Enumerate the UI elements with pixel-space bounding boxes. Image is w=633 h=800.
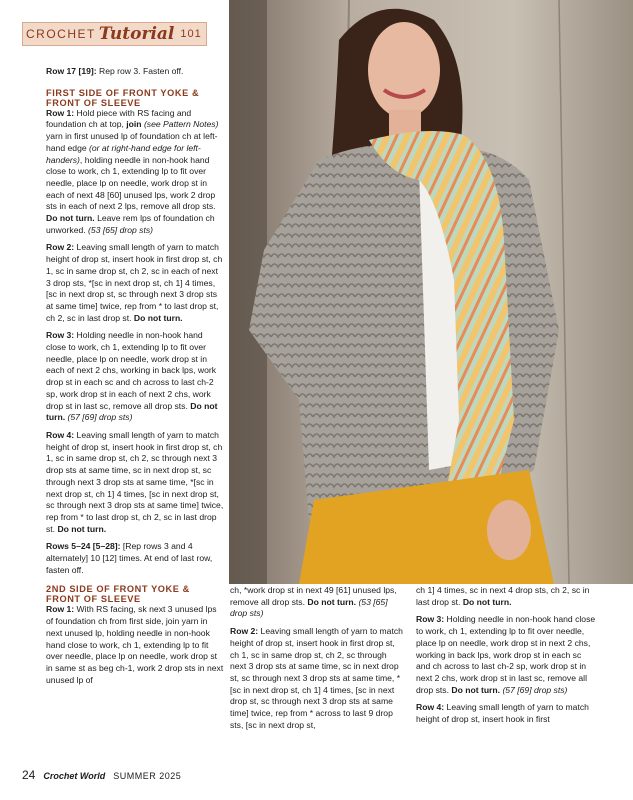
header-number: 101 bbox=[180, 28, 202, 40]
second-side-row-1-cont: ch, *work drop st in next 49 [61] unused lps, remove all drop sts. Do not turn. (53 [65] drop sts) bbox=[230, 585, 397, 619]
middle-column bbox=[230, 585, 405, 737]
first-side-row-3: Row 3: Holding needle in non-hook hand close to work, ch 1, extending lp to fit over needle, place lp on needle, work drop st in each of next 2 chs, working in back lps, work drop st in each sc and ch across to last ch-2 sp, work drop st in each of next 2 chs, work drop st in last sc, remove all drop sts. Do not turn. (57 [69] drop sts) bbox=[46, 330, 218, 423]
second-side-row-2-cont: ch 1] 4 times, sc in next 4 drop sts, ch 2, sc in last drop st. Do not turn. bbox=[416, 585, 590, 607]
magazine-name: Crochet World bbox=[43, 771, 106, 781]
left-column bbox=[46, 66, 224, 692]
header-crochet: CROCHET bbox=[26, 27, 96, 41]
first-side-row-1: Row 1: Hold piece with RS facing and foundation ch at top, join (see Pattern Notes) yarn in first unused lp of foundation ch at left-hand edge (or at right-hand edge for left-handers), holding needle in non-hook hand close to work, ch 1, extending lp to fit over needle, place lp on needle, work drop st in each of next 48 [60] unused lps, work 2 drop sts in each of next 2 lps, remove all drop sts. Do not turn. Leave rem lps of foundation ch unworked. (53 [65] drop sts) bbox=[46, 107, 219, 235]
face bbox=[368, 22, 440, 118]
section-heading-second-side: 2ND SIDE OF FRONT YOKE & FRONT OF SLEEVE bbox=[46, 584, 190, 605]
second-side-row-1: Row 1: With RS facing, sk next 3 unused lps of foundation ch from first side, join yarn in next unused lp, holding needle in non-hook hand close to work, ch 1, extending lp to fit over needle, place lp on needle, work drop st in same st as beg ch-1, work 2 drop sts in next unused lp of bbox=[46, 604, 224, 685]
first-side-row-2: Row 2: Leaving small length of yarn to match height of drop st, insert hook in first drop st, ch 1, sc in same drop st, ch 2, sc in each of next 3 drop sts, *[sc in next drop st, ch 1] 4 times, [sc in next drop st, sc through next 3 drop sts at same time] twice, rep from * to last drop st, ch 2, sc in last drop st. Do not turn. bbox=[46, 242, 223, 323]
row-17: Row 17 [19]: Rep row 3. Fasten off. bbox=[46, 66, 184, 76]
second-side-row-3: Row 3: Holding needle in non-hook hand close to work, ch 1, extending lp to fit over needle, place lp on needle, work drop st in next 2 chs, working in back lps, work drop st in each sc and ch across to last ch-2 sp, work drop st in next 2 chs, work drop st in last sc, remove all drop sts. Do not turn. (57 [69] drop sts) bbox=[416, 614, 596, 695]
model-photo bbox=[229, 0, 633, 584]
tutorial-header bbox=[22, 22, 207, 46]
issue-date: SUMMER 2025 bbox=[113, 771, 182, 781]
second-side-row-2: Row 2: Leaving small length of yarn to match height of drop st, insert hook in first drop st, ch 1, sc in same drop st, ch 2, sc through next 3 drop sts at same time, sc in next drop st, sc through next 3 drop sts at same time, *[sc in next drop st, ch 1] 4 times, [sc in next drop st, sc through next 3 drop sts at same time] twice, rep from * across to last 9 drop sts, [sc in next drop st, bbox=[230, 626, 403, 730]
page-number: 24 bbox=[22, 768, 36, 782]
first-side-row-4: Row 4: Leaving small length of yarn to match height of drop st, insert hook in first drop st, ch 1, sc in same drop st, ch 2, sc through next 3 drop sts at same time, sc in next drop st, sc through next 3 drop sts at same time, *[sc in next drop st, ch 1] 4 times, [sc in next drop st, sc through next 3 drop sts at same time] twice, rep from * to last drop st, ch 2, sc in last drop st. Do not turn. bbox=[46, 429, 224, 534]
section-heading-first-side: FIRST SIDE OF FRONT YOKE & FRONT OF SLEEVE bbox=[46, 87, 200, 108]
right-column bbox=[416, 585, 596, 732]
second-side-row-4: Row 4: Leaving small length of yarn to match height of drop st, insert hook in first bbox=[416, 702, 589, 725]
header-tutorial: Tutorial bbox=[98, 24, 175, 44]
model-photo-illustration bbox=[229, 0, 633, 584]
first-side-rows-5-24: Rows 5–24 [5–28]: [Rep rows 3 and 4 alternately] 10 [12] times. At end of last row, fasten off. bbox=[46, 541, 213, 575]
page-footer bbox=[22, 768, 181, 782]
